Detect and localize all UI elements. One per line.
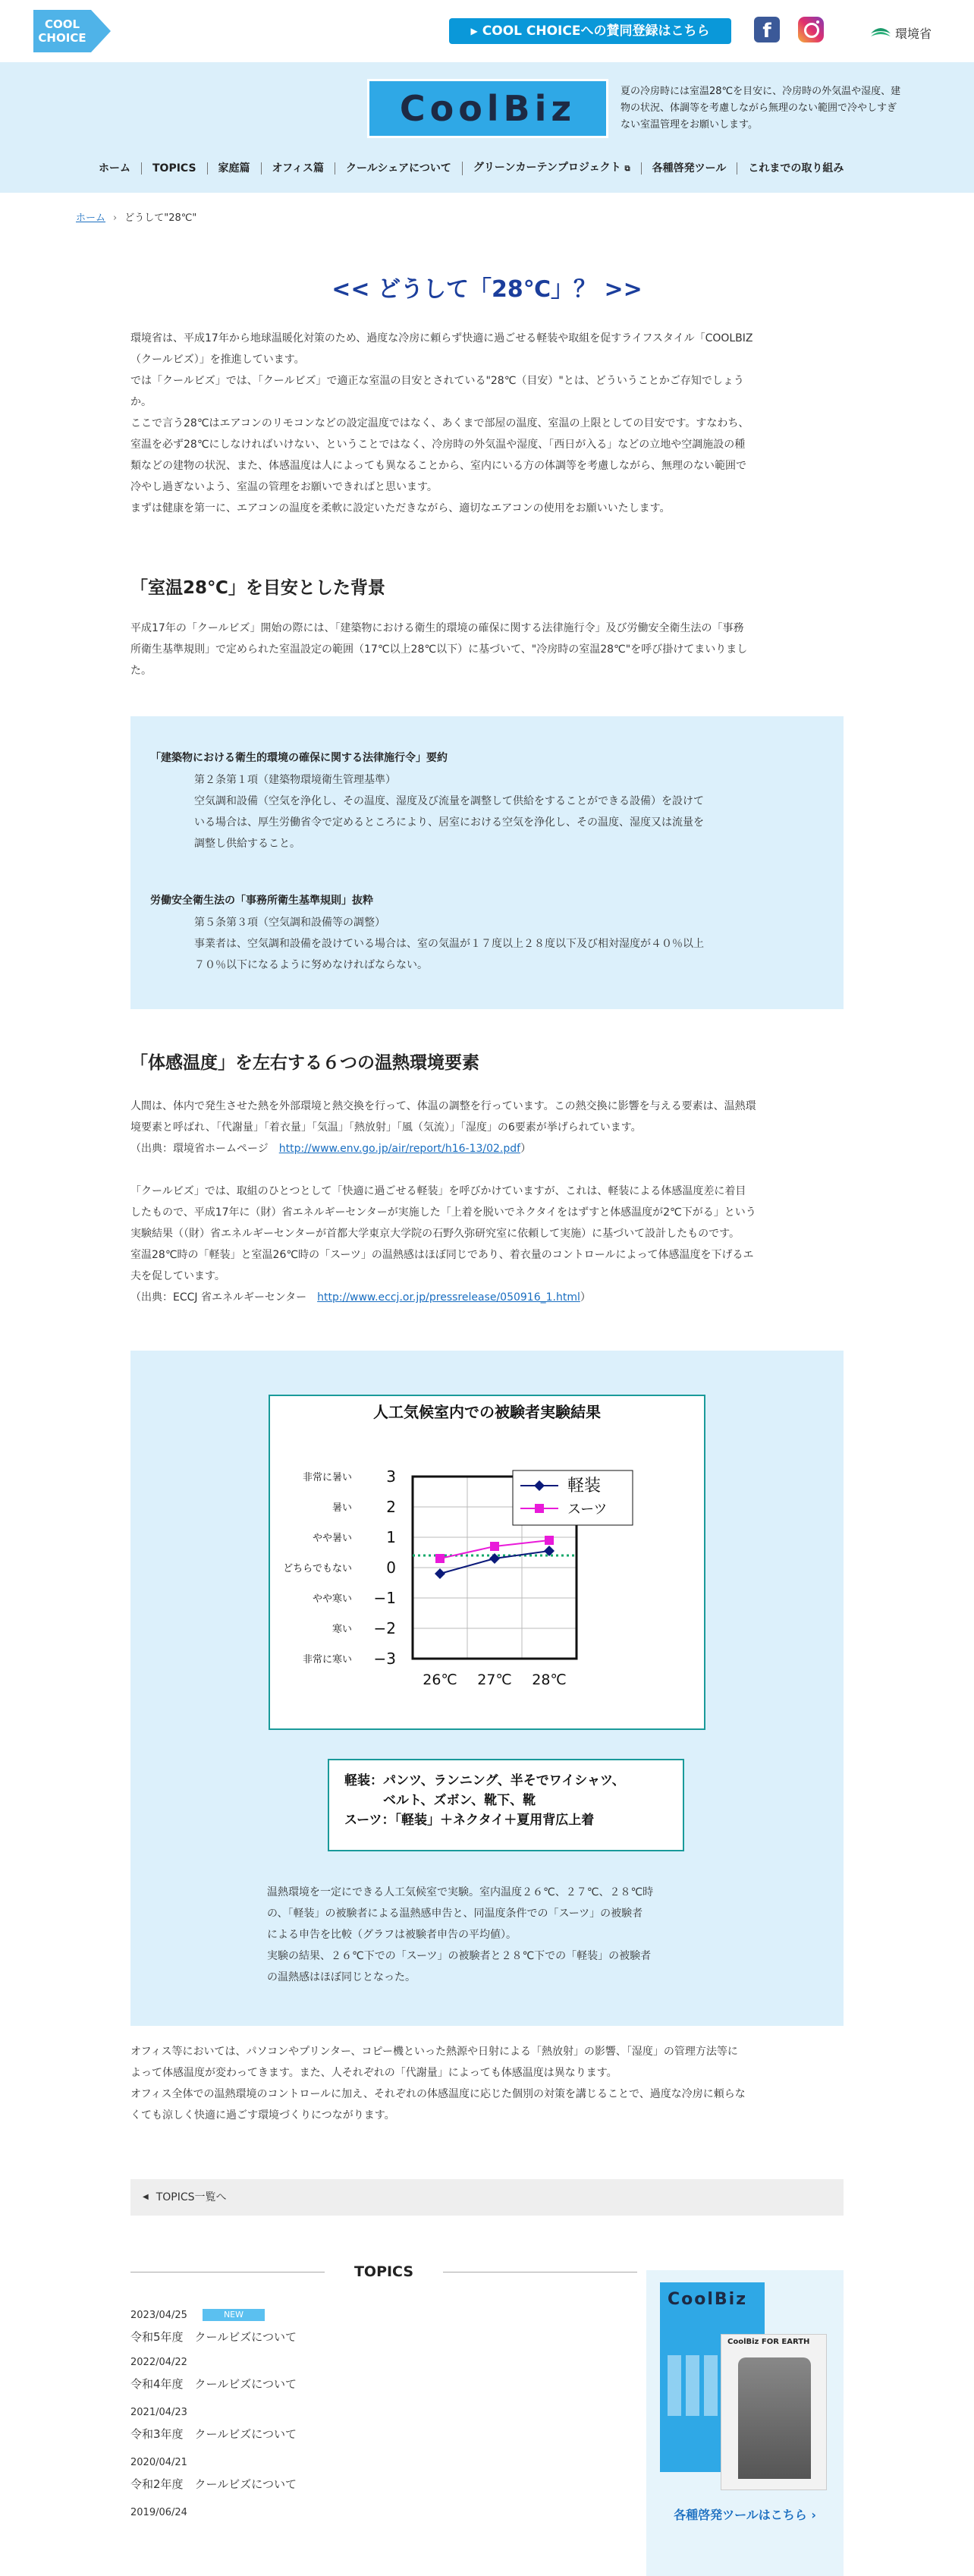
chart-note <box>267 1882 722 1988</box>
experiment-box <box>130 1351 844 2026</box>
law1-title: 「建築物における衛生的環境の確保に関する法律施行令」要約 <box>150 752 448 764</box>
data-point-square <box>435 1554 445 1563</box>
external-link-icon: ⧉ <box>624 165 630 173</box>
note-line: 実験の結果、２６℃下での「スーツ」の被験者と２８℃下での「軽装」の被験者 <box>267 1950 652 1962</box>
source-line <box>130 1138 844 1159</box>
y-side-label: 非常に暑い <box>302 1472 352 1483</box>
coolbiz-logo[interactable] <box>367 79 608 138</box>
law2-line: ７０％以下になるように努めなければならない。 <box>194 959 428 971</box>
topic-date: 2020/04/21 <box>130 2457 187 2468</box>
thermal-line: 実験結果（（財）省エネルギーセンターが首都大学東京大学院の石野久弥研究室に依頼して実施）に基づいて設計したものです。 <box>130 1228 740 1240</box>
instagram-icon[interactable] <box>798 17 824 42</box>
law1-line: 空気調和設備（空気を浄化し、その温度、湿度及び流量を調整して供給をすることができる設備）を設けて <box>194 795 704 807</box>
source-end: ） <box>580 1291 591 1304</box>
background-line: 平成17年の「クールビズ」開始の際には、「建築物における衛生的環境の確保に関する法律施行令」及び労働安全衛生法の「事務 <box>130 622 744 634</box>
header-description: 夏の冷房時には室温28℃を目安に、冷房時の外気温や湿度、建物の状況、体調等を考慮しながら無理のない範囲で冷やしすぎない室温管理をお願いします。 <box>621 86 901 131</box>
law-excerpt-box <box>130 716 844 1009</box>
facebook-icon[interactable]: f <box>754 17 780 42</box>
x-tick-label: 28℃ <box>532 1672 567 1688</box>
topic-item[interactable] <box>130 2357 637 2392</box>
chart-title: 人工気候室内での被験者実験結果 <box>373 1403 601 1421</box>
nav-home[interactable]: ホーム <box>99 162 130 175</box>
intro-line: か。 <box>130 396 152 408</box>
y-side-label: やや寒い <box>312 1593 352 1605</box>
section-heading-background: 「室温28℃」を目安とした背景 <box>130 578 385 598</box>
y-tick-label: 2 <box>386 1498 396 1516</box>
intro-line: 冷やし過ぎないよう、室温の管理をお願いできればと思います。 <box>130 481 438 493</box>
topics-list-link-label: TOPICS一覧へ <box>156 2191 227 2203</box>
topic-title: 令和2年度 クールビズについて <box>130 2477 297 2491</box>
cool-choice-logo[interactable] <box>32 5 114 57</box>
closing-text <box>130 2041 844 2126</box>
logo-line1: COOL <box>44 17 80 31</box>
topic-item[interactable] <box>130 2457 637 2492</box>
booklet-title: CoolBiz <box>668 2290 748 2309</box>
thermal-line: 室温28℃時の「軽装」と室温26℃時の「スーツ」の温熱感はほぼ同じであり、着衣量のコントロールによって体感温度を下げるエ <box>130 1249 754 1261</box>
law1-line: 調整し供給すること。 <box>194 838 300 850</box>
closing-line: よって体感温度が変わってきます。また、人それぞれの「代謝量」によっても体感温度は異なります。 <box>130 2067 617 2079</box>
ministry-logo[interactable] <box>869 21 932 44</box>
law1-subtitle: 第２条第１項（建築物環境衛生管理基準） <box>194 774 396 786</box>
coolbiz-logo-text: CoolBiz <box>399 88 577 129</box>
topic-date: 2023/04/25 <box>130 2310 187 2321</box>
intro-line: では「クールビズ」では、「クールビズ」で適正な室温の目安とされている"28℃（目安）"とは、どういうことかご存知でしょう <box>130 375 744 387</box>
register-button-label: COOL CHOICEへの賛同登録はこちら <box>482 24 710 39</box>
topic-title: 令和5年度 クールビズについて <box>130 2330 297 2344</box>
top-bar <box>0 0 974 62</box>
nav-green-curtain-label: グリーンカーテンプロジェクト <box>473 162 621 174</box>
legend-label: 軽装 <box>567 1477 602 1496</box>
data-point-square <box>545 1536 554 1545</box>
source-line <box>130 1287 844 1308</box>
chevron-right-icon: › <box>113 212 118 224</box>
page-title: << どうして「28℃」？ >> <box>331 276 643 303</box>
section-background-text <box>130 618 844 681</box>
topic-date: 2021/04/23 <box>130 2407 187 2418</box>
closing-line: オフィス等においては、パソコンやプリンター、コピー機といった熱源や日射による「熱放射」の影響、「湿度」の管理方法等に <box>130 2046 738 2058</box>
for-earth-booklet-image <box>721 2334 827 2490</box>
intro-line: 環境省は、平成17年から地球温暖化対策のため、過度な冷房に頼らず快適に過ごせる軽装や取組を促すライフスタイル「COOLBIZ <box>130 332 753 344</box>
topic-item[interactable] <box>130 2507 637 2518</box>
x-tick-label: 26℃ <box>423 1672 457 1688</box>
x-tick-label: 27℃ <box>477 1672 512 1688</box>
source-end: ） <box>520 1143 532 1155</box>
tools-banner[interactable] <box>646 2270 844 2576</box>
intro-line: 室温を必ず28℃にしなければいけない、ということではなく、冷房時の外気温や湿度、「西日が入る」などの立地や空調施設の種 <box>130 439 746 451</box>
tools-banner-caption: 各種啓発ツールはこちら › <box>674 2508 816 2522</box>
y-side-label: やや暑い <box>312 1533 352 1544</box>
note-line: の、「軽装」の被験者による温熱感申告と、同温度条件での「スーツ」の被験者 <box>267 1908 643 1920</box>
intro-line: ここで言う28℃はエアコンのリモコンなどの設定温度ではなく、あくまで部屋の温度、室温の上限としての目安です。すなわち、 <box>130 417 749 429</box>
topic-title: 令和4年度 クールビズについて <box>130 2377 297 2391</box>
global-nav <box>88 158 892 179</box>
topics-heading-label: TOPICS <box>353 2263 414 2280</box>
thermal-line: 「クールビズ」では、取組のひとつとして「快適に過ごせる軽装」を呼びかけていますが、これは、軽装による体感温度差に着目 <box>130 1185 746 1197</box>
legend-marker-square <box>535 1504 544 1513</box>
y-side-label: 暑い <box>331 1502 352 1514</box>
closing-line: オフィス全体での温熱環境のコントロールに加え、それぞれの体感温度に応じた個別の対策を講じることで、過度な冷房に頼らな <box>130 2088 746 2100</box>
nav-topics[interactable]: TOPICS <box>141 162 207 175</box>
breadcrumb-current: どうして"28℃" <box>124 212 197 224</box>
topic-date: 2022/04/22 <box>130 2357 187 2368</box>
law2-body <box>194 912 771 976</box>
y-side-label: 非常に寒い <box>302 1654 352 1665</box>
booklet2-title: CoolBiz FOR EARTH <box>727 2338 810 2346</box>
env-report-link[interactable]: http://www.env.go.jp/air/report/h16-13/02.pdf <box>278 1143 521 1155</box>
data-point-square <box>490 1542 499 1551</box>
chart-svg <box>270 1396 704 1728</box>
law1-line: いる場合は、厚生労働省令で定めるところにより、居室における空気を浄化し、その温度、湿度又は流量を <box>194 816 704 829</box>
ministry-mark-icon <box>869 24 892 41</box>
nav-tools[interactable]: 各種啓発ツール <box>641 162 737 175</box>
ministry-name: 環境省 <box>895 26 932 41</box>
nav-coolshare[interactable]: クールシェアについて <box>335 162 462 175</box>
note-line: による申告を比較（グラフは被験者申告の平均値）。 <box>267 1929 517 1941</box>
thermal-line: 人間は、体内で発生させた熱を外部環境と熱交換を行って、体温の調整を行っています。この熱交換に影響を与える要素は、温熱環 <box>130 1100 756 1112</box>
background-line: 所衛生基準規則」で定められた室温設定の範囲（17℃以上28℃以下）に基づいて、"冷房時の室温28℃"を呼び掛けてまいりまし <box>130 643 748 656</box>
topic-item[interactable] <box>130 2307 637 2345</box>
intro-line: まずは健康を第一に、エアコンの温度を柔軟に設定いただきながら、適切なエアコンの使用をお願いいたします。 <box>130 502 671 514</box>
legend-line-suit: スーツ：「軽装」＋ネクタイ＋夏用背広上着 <box>344 1813 595 1828</box>
thermal-line: したもので、平成17年に（財）省エネルギーセンターが実施した「上着を脱いでネクタイをはずすと体感温度が2℃下がる」という <box>130 1206 756 1219</box>
logo-line2: CHOICE <box>38 31 86 45</box>
nav-history[interactable]: これまでの取り組み <box>737 162 854 175</box>
legend-line-light: 軽装：パンツ、ランニング、半そでワイシャツ、 <box>344 1773 625 1788</box>
y-tick-label: 1 <box>386 1528 396 1546</box>
new-badge: NEW <box>203 2309 265 2321</box>
intro-text <box>130 328 844 519</box>
nav-office-edition[interactable]: オフィス篇 <box>261 162 335 175</box>
source-label: （出典：環境省ホームページ <box>130 1143 279 1155</box>
topic-date: 2019/06/24 <box>130 2507 187 2518</box>
y-side-label: どちらでもない <box>283 1563 352 1574</box>
data-point-diamond <box>435 1568 445 1579</box>
nav-green-curtain[interactable] <box>462 162 641 175</box>
y-side-label: 寒い <box>331 1624 352 1635</box>
thermal-paragraph-1 <box>130 1096 844 1159</box>
note-line: 温熱環境を一定にできる人工気候室で実験。室内温度２６℃、２７℃、２８℃時 <box>267 1886 654 1898</box>
thermal-line: 夫を促しています。 <box>130 1270 225 1282</box>
topic-title: 令和3年度 クールビズについて <box>130 2427 297 2441</box>
intro-line: （クールビズ）」を推進しています。 <box>130 354 305 366</box>
thermal-line: 境要素と呼ばれ、「代謝量」「着衣量」「気温」「熱放射」「風（気流）」「湿度」の6要素が挙げられています。 <box>130 1121 642 1134</box>
law2-title: 労働安全衛生法の「事務所衛生基準規則」抜粋 <box>150 895 373 907</box>
site-header <box>0 62 974 193</box>
law2-subtitle: 第５条第３項（空気調和設備等の調整） <box>194 917 385 929</box>
y-tick-label: −3 <box>373 1650 396 1668</box>
section-heading-thermal: 「体感温度」を左右する６つの温熱環境要素 <box>130 1053 479 1073</box>
closing-line: くても涼しく快適に過ごす環境づくりにつながります。 <box>130 2109 395 2122</box>
topic-item[interactable] <box>130 2407 637 2442</box>
triangle-right-icon: ▶ <box>470 26 478 36</box>
triangle-left-icon: ◀ <box>143 2193 149 2201</box>
topics-list-link[interactable] <box>130 2179 844 2216</box>
y-tick-label: 3 <box>386 1467 396 1486</box>
y-tick-label: 0 <box>386 1558 396 1577</box>
source-label: （出典：ECCJ 省エネルギーセンター <box>130 1291 318 1304</box>
nav-home-edition[interactable]: 家庭篇 <box>207 162 261 175</box>
jacket-photo <box>738 2357 811 2479</box>
law2-line: 事業者は、空気調和設備を設けている場合は、室の気温が１７度以上２８度以下及び相対湿度が４０％以上 <box>194 938 704 950</box>
register-button[interactable] <box>449 18 731 44</box>
note-line: の温熱感はほぼ同じとなった。 <box>267 1971 416 1983</box>
legend-line-light-cont: ベルト、ズボン、靴下、靴 <box>344 1793 536 1808</box>
experiment-chart <box>269 1395 705 1730</box>
breadcrumb <box>76 209 196 224</box>
clothing-legend <box>328 1759 684 1851</box>
eccj-link[interactable]: http://www.eccj.or.jp/pressrelease/050916_1.html <box>317 1291 580 1304</box>
thermal-paragraph-2 <box>130 1181 844 1308</box>
intro-line: 類などの建物の状況、また、体感温度は人によっても異なることから、室内にいる方の体調等を考慮しながら、無理のない範囲で <box>130 460 746 472</box>
legend-label: スーツ <box>567 1502 608 1518</box>
breadcrumb-home[interactable]: ホーム <box>76 212 106 224</box>
topics-heading <box>130 2261 637 2282</box>
law1-body <box>194 769 771 854</box>
y-tick-label: −1 <box>373 1589 396 1607</box>
background-line: た。 <box>130 665 152 677</box>
y-tick-label: −2 <box>373 1619 396 1637</box>
